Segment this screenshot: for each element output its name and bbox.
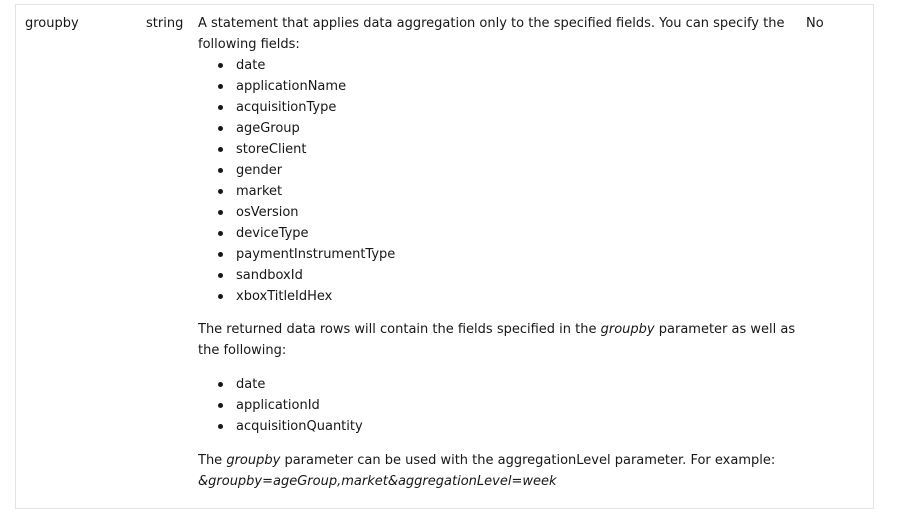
list-item: market [198,181,798,202]
list-item: deviceType [198,223,798,244]
list-item: acquisitionQuantity [198,416,798,437]
list-item: paymentInstrumentType [198,244,798,265]
parameter-type: string [146,16,184,31]
returned-prefix: The returned data rows will contain the fields specified in the [198,322,601,337]
intro-text: A statement that applies data aggregation only to the specified fields. You can specify the following fields: [198,16,785,52]
list-item: ageGroup [198,118,798,139]
list-item: date [198,55,798,76]
list-item: applicationId [198,395,798,416]
usage-text [198,450,798,492]
returned-fields-list [198,374,798,437]
returned-text [198,319,798,361]
list-item: sandboxId [198,265,798,286]
list-item: storeClient [198,139,798,160]
table-row [15,5,874,509]
usage-suffix: parameter can be used with the aggregationLevel parameter. For example: [280,453,776,468]
list-item: gender [198,160,798,181]
list-item: applicationName [198,76,798,97]
list-item: acquisitionType [198,97,798,118]
usage-example: &groupby=ageGroup,market&aggregationLevel=week [198,474,557,489]
parameter-description [198,13,798,492]
returned-suffix: parameter as well as the following: [198,322,796,358]
list-item: osVersion [198,202,798,223]
returned-em: groupby [600,322,655,337]
list-item: xboxTitleIdHex [198,286,798,307]
parameter-name: groupby [25,16,79,31]
usage-prefix: The [198,453,227,468]
usage-em: groupby [226,453,281,468]
fields-list [198,55,798,307]
list-item: date [198,374,798,395]
parameter-required: No [806,16,824,31]
